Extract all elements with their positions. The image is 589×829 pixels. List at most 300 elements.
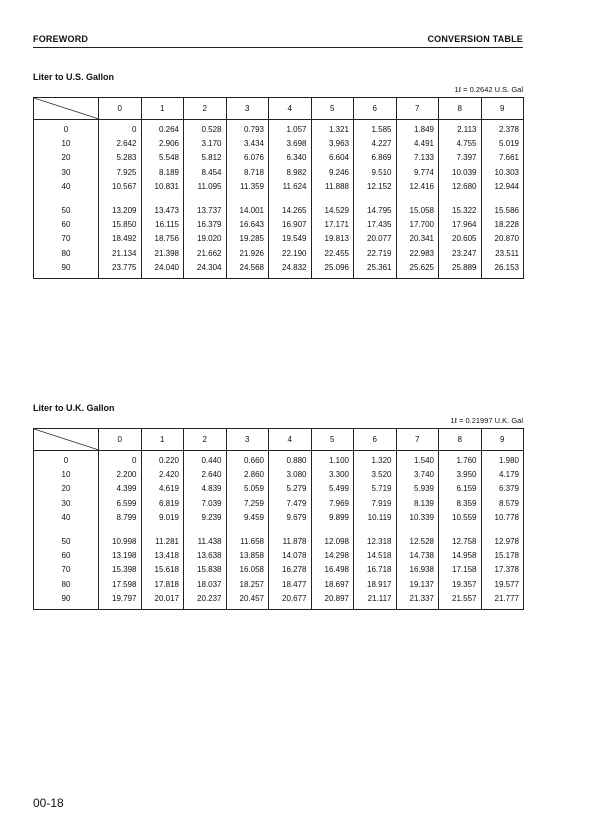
table-row [34, 151, 524, 165]
spacer-cell [269, 194, 312, 204]
table-cell: 4.491 [396, 137, 439, 151]
table-cell: 20.870 [481, 232, 524, 246]
column-header: 9 [481, 98, 524, 120]
table-row [34, 451, 524, 469]
row-group-spacer [34, 525, 524, 535]
table-cell: 9.019 [141, 511, 184, 525]
table-cell: 0 [99, 451, 142, 469]
table-cell: 3.300 [311, 468, 354, 482]
table-cell: 6.869 [354, 151, 397, 165]
row-label: 0 [34, 120, 99, 138]
table-row [34, 549, 524, 563]
table-cell: 5.939 [396, 482, 439, 496]
spacer-cell [396, 194, 439, 204]
table-cell: 19.020 [184, 232, 227, 246]
table-cell: 11.888 [311, 180, 354, 194]
row-label: 60 [34, 549, 99, 563]
table-cell: 11.281 [141, 535, 184, 549]
column-header: 7 [396, 98, 439, 120]
table-cell: 3.698 [269, 137, 312, 151]
table-cell: 1.849 [396, 120, 439, 138]
table-cell: 1.760 [439, 451, 482, 469]
table-cell: 17.818 [141, 578, 184, 592]
table-cell: 1.585 [354, 120, 397, 138]
row-label: 20 [34, 482, 99, 496]
table-cell: 16.278 [269, 563, 312, 577]
column-header: 4 [269, 98, 312, 120]
table-cell: 6.340 [269, 151, 312, 165]
table-cell: 20.677 [269, 592, 312, 610]
table-cell: 0.793 [226, 120, 269, 138]
table-cell: 11.878 [269, 535, 312, 549]
column-header: 6 [354, 429, 397, 451]
table-cell: 5.499 [311, 482, 354, 496]
table-cell: 15.850 [99, 218, 142, 232]
table-cell: 21.337 [396, 592, 439, 610]
table-cell: 21.926 [226, 247, 269, 261]
table-cell: 12.318 [354, 535, 397, 549]
table-cell: 12.944 [481, 180, 524, 194]
column-header: 0 [99, 429, 142, 451]
table-cell: 1.320 [354, 451, 397, 469]
table-cell: 4.839 [184, 482, 227, 496]
column-header: 1 [141, 98, 184, 120]
table-cell: 17.598 [99, 578, 142, 592]
table-cell: 18.492 [99, 232, 142, 246]
table-cell: 13.638 [184, 549, 227, 563]
table-cell: 15.586 [481, 204, 524, 218]
table-cell: 10.567 [99, 180, 142, 194]
table-cell: 12.152 [354, 180, 397, 194]
table-cell: 19.357 [439, 578, 482, 592]
table-cell: 6.379 [481, 482, 524, 496]
header-section-name: FOREWORD [33, 34, 89, 44]
table-cell: 6.599 [99, 497, 142, 511]
table-cell: 5.548 [141, 151, 184, 165]
table-cell: 22.719 [354, 247, 397, 261]
row-label: 0 [34, 451, 99, 469]
table-cell: 1.321 [311, 120, 354, 138]
table-cell: 7.133 [396, 151, 439, 165]
table-cell: 13.858 [226, 549, 269, 563]
uk-gallon-section [33, 403, 523, 610]
table-row [34, 166, 524, 180]
table-cell: 4.619 [141, 482, 184, 496]
row-label: 30 [34, 497, 99, 511]
table-cell: 5.283 [99, 151, 142, 165]
table-cell: 11.438 [184, 535, 227, 549]
table-cell: 23.511 [481, 247, 524, 261]
table-cell: 0.440 [184, 451, 227, 469]
table-cell: 14.738 [396, 549, 439, 563]
table-cell: 14.518 [354, 549, 397, 563]
spacer-cell [354, 525, 397, 535]
table-cell: 21.398 [141, 247, 184, 261]
table-cell: 19.577 [481, 578, 524, 592]
table-cell: 18.756 [141, 232, 184, 246]
spacer-cell [226, 525, 269, 535]
table-cell: 9.459 [226, 511, 269, 525]
table-row [34, 180, 524, 194]
table-cell: 20.017 [141, 592, 184, 610]
table-cell: 5.279 [269, 482, 312, 496]
row-label: 40 [34, 511, 99, 525]
table-cell: 19.137 [396, 578, 439, 592]
uk-gallon-table [33, 428, 524, 610]
spacer-cell [141, 194, 184, 204]
table-cell: 15.618 [141, 563, 184, 577]
table-cell: 12.528 [396, 535, 439, 549]
table-cell: 8.799 [99, 511, 142, 525]
table-cell: 7.919 [354, 497, 397, 511]
table-cell: 1.540 [396, 451, 439, 469]
table-cell: 1.100 [311, 451, 354, 469]
page-header [33, 33, 523, 48]
table-cell: 20.077 [354, 232, 397, 246]
diagonal-corner-cell [34, 429, 99, 451]
table-cell: 16.115 [141, 218, 184, 232]
spacer-cell [439, 525, 482, 535]
table-cell: 1.980 [481, 451, 524, 469]
table-cell: 24.304 [184, 261, 227, 279]
table-cell: 8.454 [184, 166, 227, 180]
table-cell: 20.341 [396, 232, 439, 246]
table-cell: 14.958 [439, 549, 482, 563]
table-cell: 13.209 [99, 204, 142, 218]
table-cell: 3.080 [269, 468, 312, 482]
table-cell: 11.658 [226, 535, 269, 549]
table-cell: 8.189 [141, 166, 184, 180]
table-cell: 14.529 [311, 204, 354, 218]
table-cell: 16.718 [354, 563, 397, 577]
table-cell: 25.625 [396, 261, 439, 279]
table-row [34, 247, 524, 261]
column-header: 7 [396, 429, 439, 451]
row-label: 50 [34, 535, 99, 549]
column-header: 1 [141, 429, 184, 451]
table-cell: 12.680 [439, 180, 482, 194]
table-cell: 2.640 [184, 468, 227, 482]
table-cell: 18.477 [269, 578, 312, 592]
table-cell: 7.661 [481, 151, 524, 165]
spacer-cell [481, 525, 524, 535]
row-label: 80 [34, 247, 99, 261]
column-header: 0 [99, 98, 142, 120]
table-cell: 6.604 [311, 151, 354, 165]
table-cell: 10.778 [481, 511, 524, 525]
spacer-cell [269, 525, 312, 535]
table-cell: 15.322 [439, 204, 482, 218]
table-cell: 20.237 [184, 592, 227, 610]
table-cell: 7.925 [99, 166, 142, 180]
table-cell: 22.190 [269, 247, 312, 261]
row-label: 70 [34, 232, 99, 246]
table-row [34, 218, 524, 232]
table-cell: 14.298 [311, 549, 354, 563]
row-group-spacer [34, 194, 524, 204]
table-cell: 3.434 [226, 137, 269, 151]
table-cell: 17.700 [396, 218, 439, 232]
table-cell: 5.019 [481, 137, 524, 151]
table-cell: 9.246 [311, 166, 354, 180]
table-cell: 25.096 [311, 261, 354, 279]
table-cell: 6.076 [226, 151, 269, 165]
table-cell: 8.718 [226, 166, 269, 180]
table-cell: 7.969 [311, 497, 354, 511]
spacer-cell [141, 525, 184, 535]
table-cell: 5.059 [226, 482, 269, 496]
table-cell: 17.964 [439, 218, 482, 232]
table-cell: 23.775 [99, 261, 142, 279]
table-cell: 9.510 [354, 166, 397, 180]
table-row [34, 563, 524, 577]
column-header: 2 [184, 98, 227, 120]
table-row [34, 204, 524, 218]
uk-gallon-title: Liter to U.K. Gallon [33, 403, 115, 413]
table-cell: 1.057 [269, 120, 312, 138]
row-label: 10 [34, 137, 99, 151]
table-cell: 2.642 [99, 137, 142, 151]
table-cell: 3.950 [439, 468, 482, 482]
table-cell: 13.418 [141, 549, 184, 563]
table-cell: 6.819 [141, 497, 184, 511]
table-cell: 12.416 [396, 180, 439, 194]
table-cell: 10.559 [439, 511, 482, 525]
spacer-cell [34, 525, 99, 535]
table-cell: 20.605 [439, 232, 482, 246]
table-cell: 4.179 [481, 468, 524, 482]
table-cell: 14.795 [354, 204, 397, 218]
table-cell: 18.917 [354, 578, 397, 592]
spacer-cell [226, 194, 269, 204]
table-cell: 10.119 [354, 511, 397, 525]
table-cell: 15.058 [396, 204, 439, 218]
table-cell: 19.813 [311, 232, 354, 246]
table-cell: 16.379 [184, 218, 227, 232]
table-cell: 2.200 [99, 468, 142, 482]
table-cell: 7.479 [269, 497, 312, 511]
column-header: 8 [439, 98, 482, 120]
table-cell: 21.662 [184, 247, 227, 261]
spacer-cell [311, 525, 354, 535]
uk-gallon-factor-note: 1ℓ = 0.21997 U.K. Gal [450, 416, 523, 425]
table-cell: 0.220 [141, 451, 184, 469]
table-row [34, 497, 524, 511]
table-cell: 11.624 [269, 180, 312, 194]
spacer-cell [311, 194, 354, 204]
table-cell: 3.740 [396, 468, 439, 482]
table-cell: 24.040 [141, 261, 184, 279]
table-cell: 20.457 [226, 592, 269, 610]
table-row [34, 261, 524, 279]
table-cell: 10.339 [396, 511, 439, 525]
row-label: 60 [34, 218, 99, 232]
row-label: 30 [34, 166, 99, 180]
us-gallon-factor-note: 1ℓ = 0.2642 U.S. Gal [454, 85, 523, 94]
diagonal-corner-cell [34, 98, 99, 120]
table-cell: 7.259 [226, 497, 269, 511]
table-cell: 13.473 [141, 204, 184, 218]
header-row [34, 98, 524, 120]
table-cell: 14.265 [269, 204, 312, 218]
table-row [34, 468, 524, 482]
table-cell: 23.247 [439, 247, 482, 261]
table-cell: 20.897 [311, 592, 354, 610]
table-cell: 18.228 [481, 218, 524, 232]
table-cell: 16.058 [226, 563, 269, 577]
table-cell: 24.832 [269, 261, 312, 279]
us-gallon-section [33, 72, 523, 279]
column-header: 3 [226, 429, 269, 451]
spacer-cell [184, 525, 227, 535]
table-cell: 2.906 [141, 137, 184, 151]
table-cell: 9.239 [184, 511, 227, 525]
table-cell: 0.528 [184, 120, 227, 138]
table-cell: 19.797 [99, 592, 142, 610]
table-cell: 19.285 [226, 232, 269, 246]
us-gallon-table [33, 97, 524, 279]
us-gallon-title: Liter to U.S. Gallon [33, 72, 115, 82]
table-cell: 14.078 [269, 549, 312, 563]
table-cell: 13.737 [184, 204, 227, 218]
table-cell: 7.039 [184, 497, 227, 511]
table-cell: 0.880 [269, 451, 312, 469]
row-label: 50 [34, 204, 99, 218]
table-cell: 4.399 [99, 482, 142, 496]
table-cell: 2.378 [481, 120, 524, 138]
table-cell: 10.039 [439, 166, 482, 180]
row-label: 90 [34, 261, 99, 279]
page-number: 00-18 [33, 796, 64, 810]
table-cell: 3.520 [354, 468, 397, 482]
table-cell: 4.755 [439, 137, 482, 151]
table-cell: 21.117 [354, 592, 397, 610]
table-cell: 11.095 [184, 180, 227, 194]
table-cell: 10.303 [481, 166, 524, 180]
table-cell: 9.899 [311, 511, 354, 525]
spacer-cell [396, 525, 439, 535]
table-cell: 18.037 [184, 578, 227, 592]
table-cell: 12.758 [439, 535, 482, 549]
table-cell: 15.178 [481, 549, 524, 563]
column-header: 5 [311, 98, 354, 120]
table-cell: 9.774 [396, 166, 439, 180]
table-cell: 18.697 [311, 578, 354, 592]
column-header: 2 [184, 429, 227, 451]
row-label: 20 [34, 151, 99, 165]
table-cell: 21.557 [439, 592, 482, 610]
table-cell: 26.153 [481, 261, 524, 279]
spacer-cell [99, 525, 142, 535]
table-cell: 25.889 [439, 261, 482, 279]
column-header: 4 [269, 429, 312, 451]
header-row [34, 429, 524, 451]
table-cell: 14.001 [226, 204, 269, 218]
table-row [34, 482, 524, 496]
table-row [34, 511, 524, 525]
table-cell: 10.998 [99, 535, 142, 549]
table-cell: 13.198 [99, 549, 142, 563]
column-header: 5 [311, 429, 354, 451]
table-cell: 2.860 [226, 468, 269, 482]
table-cell: 6.159 [439, 482, 482, 496]
table-cell: 21.777 [481, 592, 524, 610]
row-label: 70 [34, 563, 99, 577]
table-cell: 15.398 [99, 563, 142, 577]
table-cell: 15.838 [184, 563, 227, 577]
table-cell: 22.455 [311, 247, 354, 261]
table-cell: 17.435 [354, 218, 397, 232]
table-row [34, 535, 524, 549]
table-cell: 4.227 [354, 137, 397, 151]
column-header: 8 [439, 429, 482, 451]
table-row [34, 137, 524, 151]
table-cell: 12.098 [311, 535, 354, 549]
column-header: 3 [226, 98, 269, 120]
table-cell: 9.679 [269, 511, 312, 525]
table-cell: 8.139 [396, 497, 439, 511]
spacer-cell [481, 194, 524, 204]
table-row [34, 232, 524, 246]
table-cell: 0 [99, 120, 142, 138]
row-label: 80 [34, 578, 99, 592]
row-label: 90 [34, 592, 99, 610]
table-cell: 3.170 [184, 137, 227, 151]
header-chapter-title: CONVERSION TABLE [427, 34, 523, 44]
table-cell: 24.568 [226, 261, 269, 279]
spacer-cell [184, 194, 227, 204]
row-label: 10 [34, 468, 99, 482]
table-cell: 17.158 [439, 563, 482, 577]
spacer-cell [99, 194, 142, 204]
table-cell: 2.420 [141, 468, 184, 482]
table-cell: 11.359 [226, 180, 269, 194]
table-cell: 10.831 [141, 180, 184, 194]
table-row [34, 592, 524, 610]
spacer-cell [34, 194, 99, 204]
table-row [34, 120, 524, 138]
table-cell: 8.579 [481, 497, 524, 511]
table-cell: 0.660 [226, 451, 269, 469]
table-cell: 21.134 [99, 247, 142, 261]
table-cell: 16.643 [226, 218, 269, 232]
spacer-cell [439, 194, 482, 204]
column-header: 6 [354, 98, 397, 120]
table-row [34, 578, 524, 592]
table-cell: 3.963 [311, 137, 354, 151]
table-cell: 17.171 [311, 218, 354, 232]
table-cell: 0.264 [141, 120, 184, 138]
table-cell: 22.983 [396, 247, 439, 261]
table-cell: 7.397 [439, 151, 482, 165]
table-cell: 8.359 [439, 497, 482, 511]
table-cell: 5.812 [184, 151, 227, 165]
table-cell: 16.498 [311, 563, 354, 577]
table-cell: 18.257 [226, 578, 269, 592]
table-cell: 25.361 [354, 261, 397, 279]
table-cell: 5.719 [354, 482, 397, 496]
column-header: 9 [481, 429, 524, 451]
table-cell: 16.907 [269, 218, 312, 232]
table-cell: 19.549 [269, 232, 312, 246]
table-cell: 2.113 [439, 120, 482, 138]
table-cell: 12.978 [481, 535, 524, 549]
spacer-cell [354, 194, 397, 204]
table-cell: 17.378 [481, 563, 524, 577]
table-cell: 16.938 [396, 563, 439, 577]
row-label: 40 [34, 180, 99, 194]
table-cell: 8.982 [269, 166, 312, 180]
